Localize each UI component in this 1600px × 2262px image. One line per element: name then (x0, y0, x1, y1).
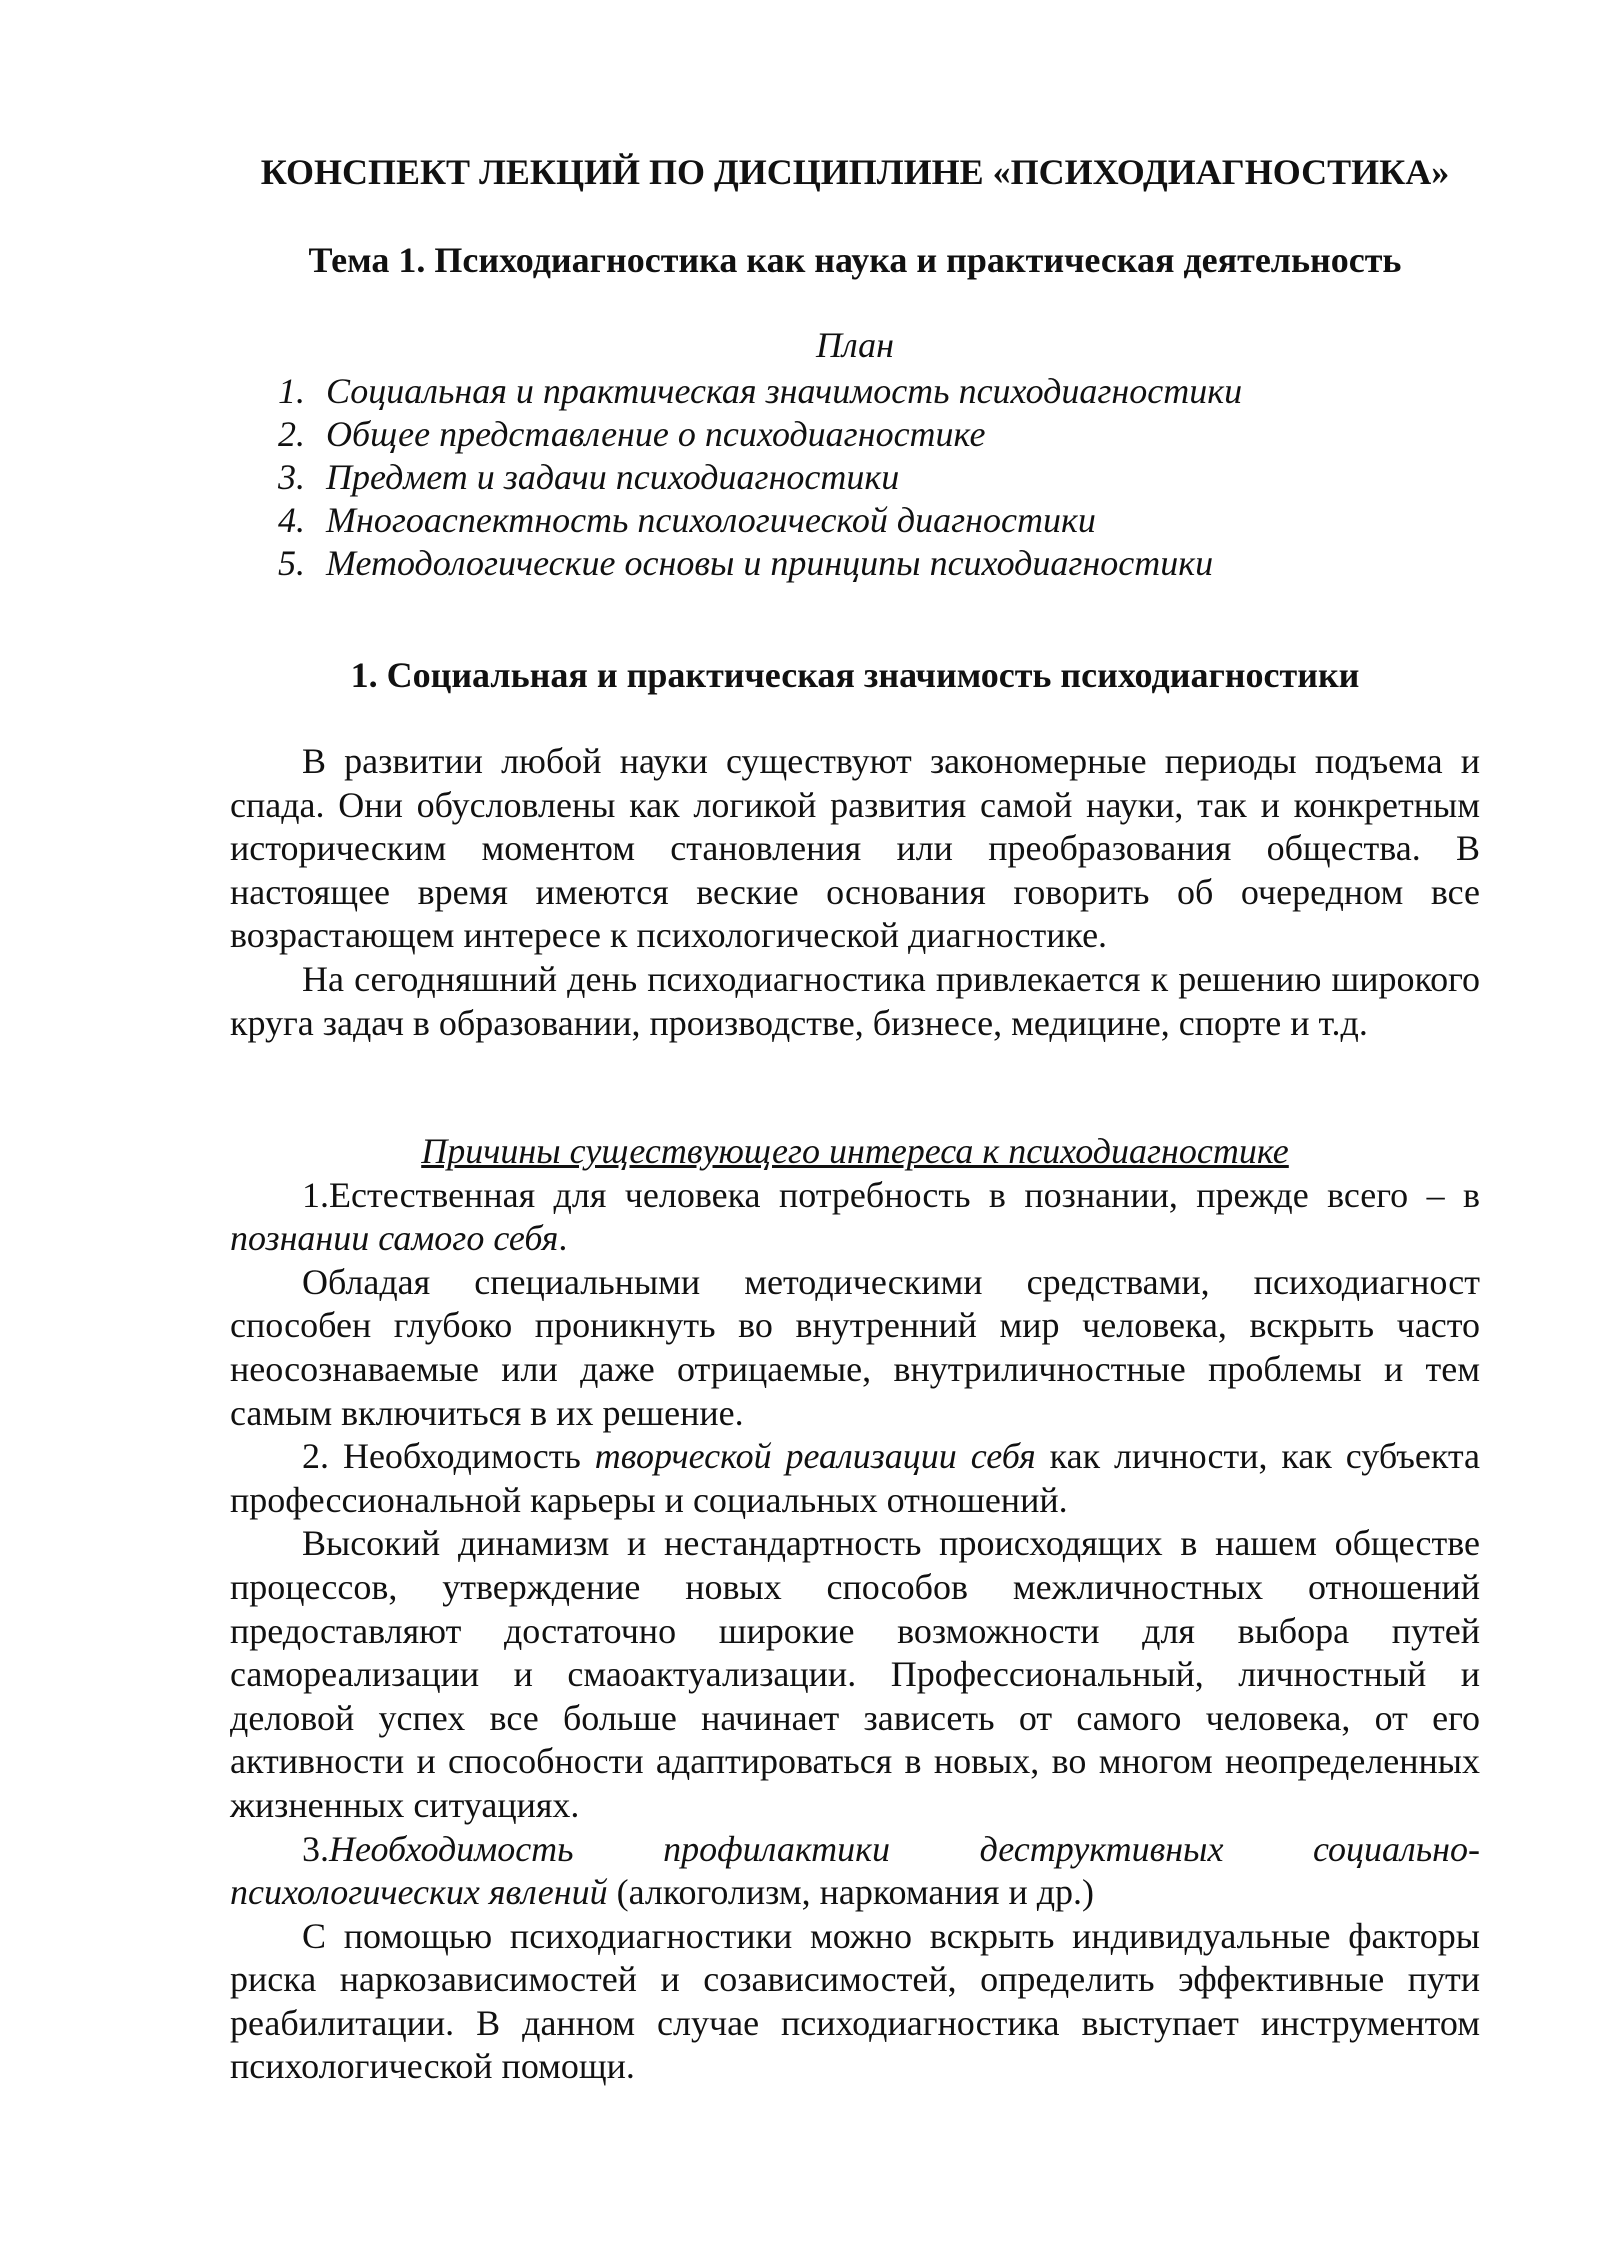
document-title: КОНСПЕКТ ЛЕКЦИЙ ПО ДИСЦИПЛИНЕ «ПСИХОДИАГНОСТИКА» (260, 152, 1450, 192)
plan-item (278, 413, 1242, 456)
reason-2-prefix: 2. Необходимость (302, 1436, 595, 1477)
plan-item-number: 4. (278, 500, 305, 540)
plan-item-number: 5. (278, 543, 305, 583)
section-intro (230, 740, 1480, 1045)
paragraph: Обладая специальными методическими средствами, психодиагност способен глубоко проникнуть во внутренний мир человека, вскрыть часто неосознаваемые или даже отрицаемые, внутриличностные проблемы и тем самым включиться в их решение. (230, 1261, 1480, 1433)
reason-1 (230, 1174, 1480, 1261)
reason-3-suffix: (алкоголизм, наркомания и др.) (607, 1872, 1095, 1913)
reason-3-prefix: 3. (302, 1828, 329, 1869)
plan-item (278, 456, 1242, 499)
plan-item-text: Предмет и задачи психодиагностики (326, 457, 900, 497)
plan-item-text: Общее представление о психодиагностике (326, 414, 986, 454)
reasons-heading: Причины существующего интереса к психодиагностике (421, 1131, 1289, 1171)
reason-1-prefix: 1.Естественная для человека потребность в познании, прежде всего – в (302, 1174, 1480, 1215)
reason-2-suffix: как личности, как субъекта профессиональной карьеры и социальных отношений. (230, 1436, 1481, 1520)
topic-title: Тема 1. Психодиагностика как наука и практическая деятельность (308, 240, 1402, 280)
reason-3 (230, 1828, 1480, 1915)
section-title: 1. Социальная и практическая значимость психодиагностики (350, 655, 1360, 695)
document-page (230, 0, 1480, 2262)
paragraph: В развитии любой науки существуют закономерные периоды подъема и спада. Они обусловлены как логикой развития самой науки, так и конкретным историческим моментом становления или преобразования общества. В настоящее время имеются веские основания говорить об очередном все возрастающем интересе к психологической диагностике. (230, 741, 1480, 956)
reason-3-emphasis: Необходимость профилактики деструктивных социально-психологических явлений (230, 1828, 1480, 1913)
plan-item-number: 1. (278, 371, 305, 411)
plan-heading: План (816, 325, 894, 365)
plan-item (278, 542, 1242, 585)
plan-item (278, 499, 1242, 542)
plan-item (278, 370, 1242, 413)
plan-item-number: 3. (278, 457, 305, 497)
reason-2 (230, 1435, 1480, 1522)
plan-item-text: Многоаспектность психологической диагностики (326, 500, 1096, 540)
plan-item-number: 2. (278, 414, 305, 454)
reason-1-emphasis: познании самого себя (230, 1218, 559, 1259)
paragraph: На сегодняшний день психодиагностика привлекается к решению широкого круга задач в образовании, производстве, бизнесе, медицине, спорте и т.д. (230, 958, 1480, 1043)
plan-item-text: Методологические основы и принципы психодиагностики (326, 543, 1214, 583)
plan-item-text: Социальная и практическая значимость психодиагностики (326, 371, 1243, 411)
plan-list (278, 370, 1242, 585)
reason-2-emphasis: творческой реализации себя (594, 1436, 1036, 1477)
reason-1-suffix: . (558, 1218, 568, 1259)
paragraph: С помощью психодиагностики можно вскрыть индивидуальные факторы риска наркозависимостей и созависимостей, определить эффективные пути реабилитации. В данном случае психодиагностика выступает инструментом психологической помощи. (230, 1915, 1480, 2087)
reasons-block (230, 1130, 1480, 2089)
paragraph: Высокий динамизм и нестандартность происходящих в нашем обществе процессов, утверждение новых способов межличностных отношений предоставляют достаточно широкие возможности для выбора путей самореализации и смаоактуализации. Профессиональный, личностный и деловой успех все больше начинает зависеть от самого человека, от его активности и способности адаптироваться в новых, во многом неопределенных жизненных ситуациях. (230, 1523, 1480, 1825)
